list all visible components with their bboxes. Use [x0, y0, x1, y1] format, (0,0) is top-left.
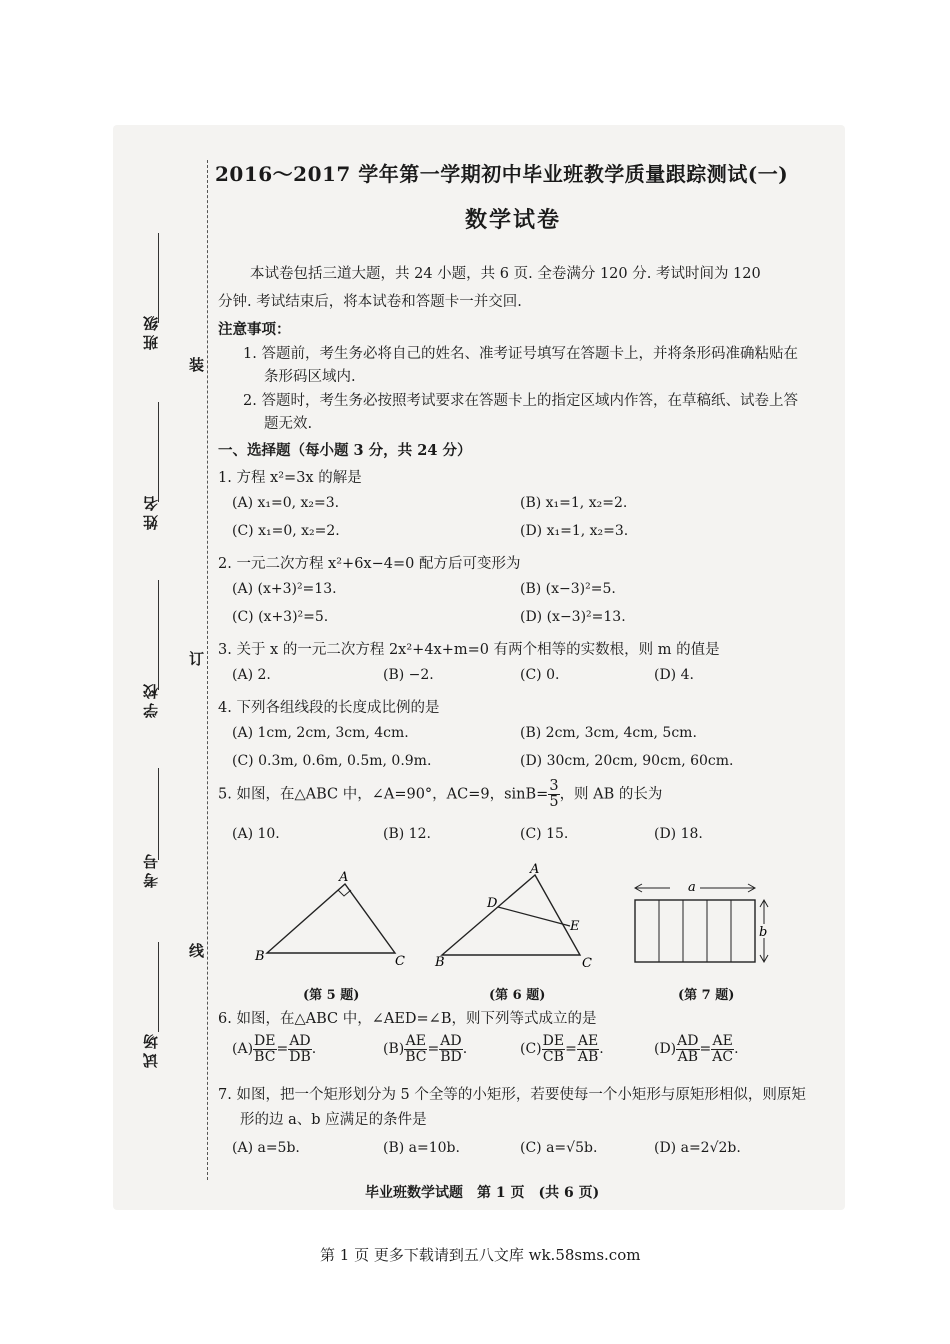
figure-6-triangle: [430, 860, 600, 975]
intro-line-1: 本试卷包括三道大题，共 24 小题，共 6 页. 全卷满分 120 分. 考试时间为 120: [250, 266, 761, 282]
q4-option-a: (A) 1cm, 2cm, 3cm, 4cm.: [232, 725, 409, 741]
q3-option-b: (B) −2.: [383, 667, 434, 683]
binding-word-xian: 线: [189, 942, 205, 960]
figure-5-triangle: [245, 868, 415, 973]
q7-stem-line-1: 7. 如图，把一个矩形划分为 5 个全等的小矩形，若要使每一个小矩形与原矩形相似，则原矩: [218, 1087, 806, 1103]
q5-stem: [218, 779, 662, 810]
fig5-label-c: C: [395, 954, 405, 969]
q3-option-d: (D) 4.: [654, 667, 694, 683]
q5-stem-pre: 5. 如图，在△ABC 中，∠A=90°，AC=9，sinB=: [218, 786, 549, 803]
q1-option-d: (D) x₁=1, x₂=3.: [520, 523, 629, 539]
room-label: 试场: [142, 1030, 160, 1068]
school-underline: [158, 580, 159, 690]
q5-stem-post: ，则 AB 的长为: [559, 786, 663, 803]
q4-option-d: (D) 30cm, 20cm, 90cm, 60cm.: [520, 753, 734, 769]
figure-7-rectangle: [630, 878, 778, 966]
q2-option-a: (A) (x+3)²=13.: [232, 581, 337, 597]
binding-word-ding: 订: [189, 650, 205, 668]
q3-option-a: (A) 2.: [232, 667, 271, 683]
fig6-label-b: B: [435, 955, 445, 970]
q1-stem: 1. 方程 x²=3x 的解是: [218, 470, 362, 486]
fig5-label-a: A: [339, 870, 349, 885]
fig6-label-e: E: [570, 919, 580, 934]
note-2-line-2: 题无效.: [264, 416, 313, 432]
q7-option-c: (C) a=√5b.: [520, 1140, 598, 1156]
q2-option-d: (D) (x−3)²=13.: [520, 609, 626, 625]
class-label: 班级: [142, 312, 160, 350]
q4-option-c: (C) 0.3m, 0.6m, 0.5m, 0.9m.: [232, 753, 432, 769]
exam-subject: 数学试卷: [465, 207, 562, 233]
q5-option-c: (C) 15.: [520, 826, 569, 842]
q4-option-b: (B) 2cm, 3cm, 4cm, 5cm.: [520, 725, 697, 741]
note-2-line-1: 2. 答题时，考生务必按照考试要求在答题卡上的指定区域内作答，在草稿纸、试卷上答: [243, 393, 798, 409]
notes-heading: 注意事项：: [218, 321, 291, 338]
class-underline: [158, 233, 159, 323]
school-label: 学校: [142, 680, 160, 718]
name-underline: [158, 402, 159, 502]
q2-option-c: (C) (x+3)²=5.: [232, 609, 329, 625]
q5-fraction-denominator: 5: [549, 794, 559, 811]
fig7-label-b: b: [759, 925, 768, 940]
q5-option-b: (B) 12.: [383, 826, 431, 842]
q7-option-d: (D) a=2√2b.: [654, 1140, 741, 1156]
q7-option-b: (B) a=10b.: [383, 1140, 460, 1156]
binding-word-zhuang: 装: [189, 356, 205, 374]
fig6-label-c: C: [582, 956, 592, 971]
note-1-line-2: 条形码区域内.: [264, 369, 356, 385]
q5-option-d: (D) 18.: [654, 826, 703, 842]
exam-title: 2016～2017 学年第一学期初中毕业班教学质量跟踪测试(一): [215, 162, 789, 186]
q7-stem-line-2: 形的边 a、b 应满足的条件是: [240, 1112, 427, 1128]
figure-6-caption: (第 6 题): [489, 988, 546, 1003]
fig6-label-a: A: [530, 862, 540, 877]
q7-option-a: (A) a=5b.: [232, 1140, 300, 1156]
note-1-line-1: 1. 答题前，考生务必将自己的姓名、准考证号填写在答题卡上，并将条形码准确粘贴在: [243, 346, 798, 362]
figure-7-caption: (第 7 题): [678, 988, 735, 1003]
q2-option-b: (B) (x−3)²=5.: [520, 581, 616, 597]
q6-option-c: (C) $\frac{DE}{CB}$ = $\frac{AE}{AB}$ .: [520, 1033, 604, 1065]
fig6-label-d: D: [487, 896, 498, 911]
figure-5-caption: (第 5 题): [303, 988, 360, 1003]
q3-stem: 3. 关于 x 的一元二次方程 2x²+4x+m=0 有两个相等的实数根，则 m 的值是: [218, 642, 720, 658]
room-underline: [158, 942, 159, 1032]
q6-option-d: (D) $\frac{AD}{AB}$ = $\frac{AE}{AC}$ .: [654, 1033, 739, 1065]
q6-option-a: (A) $\frac{DE}{BC}$ = $\frac{AD}{DB}$ .: [232, 1033, 317, 1065]
q2-stem: 2. 一元二次方程 x²+6x−4=0 配方后可变形为: [218, 556, 521, 572]
name-label: 姓名: [142, 492, 160, 530]
q6-option-b: (B) $\frac{AE}{BC}$ = $\frac{AD}{BD}$ .: [383, 1033, 468, 1065]
q1-option-b: (B) x₁=1, x₂=2.: [520, 495, 628, 511]
id-label: 考号: [142, 850, 160, 888]
section-1-heading: 一、选择题（每小题 3 分，共 24 分）: [218, 442, 472, 459]
id-underline: [158, 768, 159, 860]
q5-fraction-numerator: 3: [549, 778, 559, 794]
intro-line-2: 分钟. 考试结束后，将本试卷和答题卡一并交回.: [218, 294, 522, 310]
q4-stem: 4. 下列各组线段的长度成比例的是: [218, 700, 440, 716]
q1-option-a: (A) x₁=0, x₂=3.: [232, 495, 340, 511]
download-note: 第 1 页 更多下载请到五八文库 wk.58sms.com: [320, 1246, 641, 1264]
q5-sin-fraction: [548, 779, 559, 810]
q3-option-c: (C) 0.: [520, 667, 560, 683]
fig5-label-b: B: [255, 949, 265, 964]
binding-dashed-line: [207, 160, 208, 1180]
q5-option-a: (A) 10.: [232, 826, 280, 842]
fig7-label-a: a: [688, 880, 696, 895]
q6-stem: 6. 如图，在△ABC 中，∠AED=∠B，则下列等式成立的是: [218, 1011, 597, 1027]
q1-option-c: (C) x₁=0, x₂=2.: [232, 523, 340, 539]
page-footer: 毕业班数学试题 第 1 页 (共 6 页): [365, 1185, 600, 1201]
